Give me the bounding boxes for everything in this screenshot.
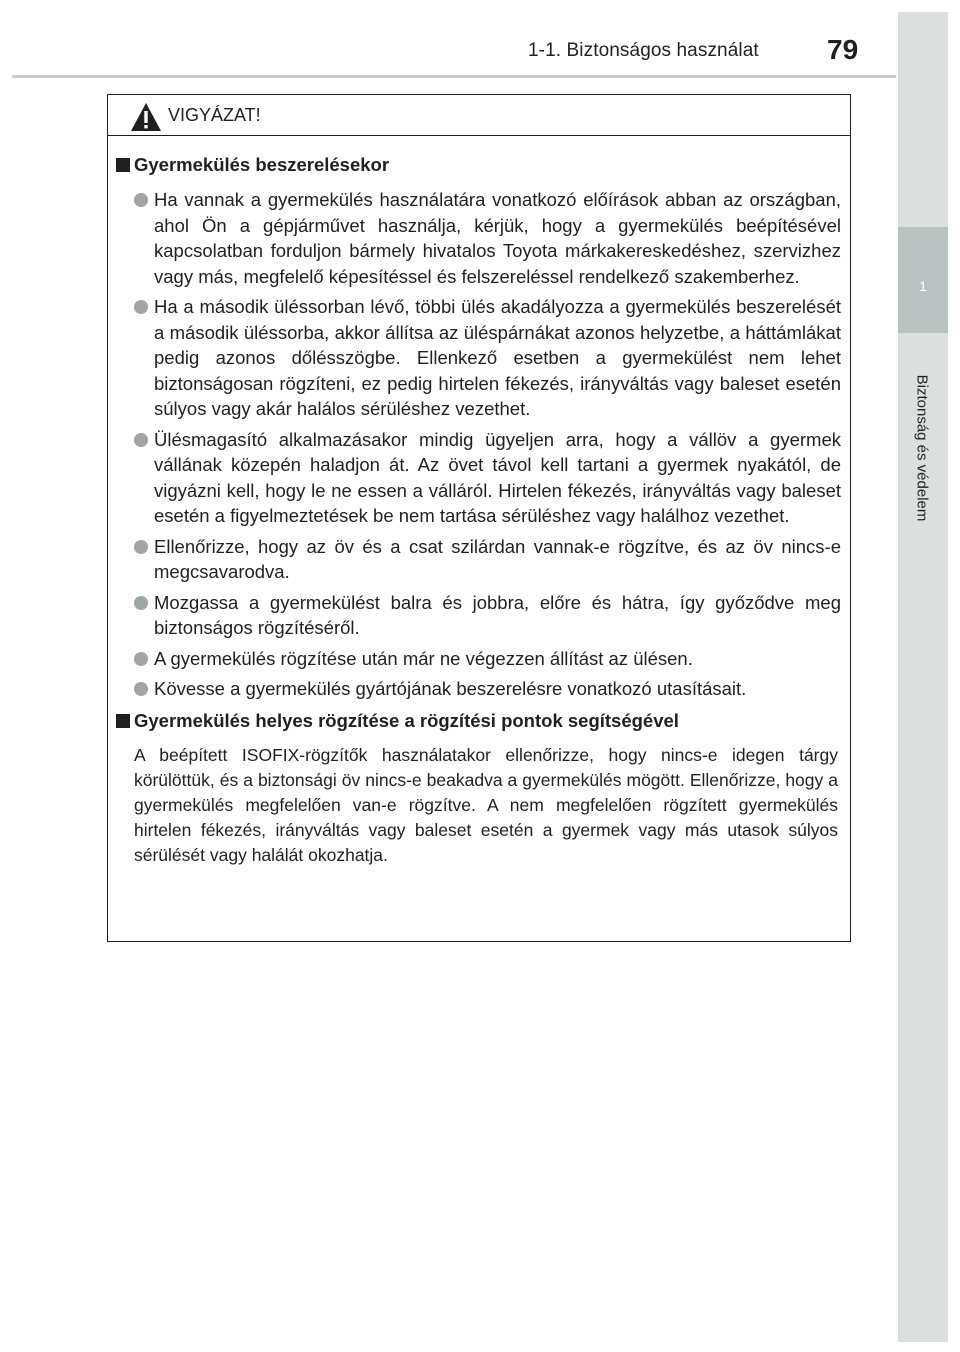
page-number: 79 [827,34,859,65]
list-item [108,646,850,672]
section-heading-text: Gyermekülés helyes rögzítése a rögzítési pontok segítségével [134,709,679,731]
square-bullet-icon [116,158,130,172]
list-item [108,534,850,585]
header-divider [12,75,896,78]
section-heading-text: Gyermekülés beszerelésekor [134,154,390,175]
list-item-text: Ülésmagasító alkalmazásakor mindig ügyeljen arra, hogy a vállöv a gyermek vállának közepén haladjon át. Az övet távol kell tartani a gyermek nyakától, de vigyázni kell, hogy le ne essen a válláról. Hirtelen fékezés, irányváltás vagy baleset esetén a figyelmeztetések be nem tartása sérüléshez vagy halálhoz vezethet. [154,428,841,526]
warning-header [108,95,850,136]
section-heading [108,151,842,179]
warning-box [107,94,851,942]
side-bar [898,12,948,1342]
list-item-text: Mozgassa a gyermekülést balra és jobbra, előre és hátra, így győződve meg biztonságos rögzítéséről. [154,591,841,638]
round-bullet-icon [134,652,148,666]
round-bullet-icon [134,540,148,554]
round-bullet-icon [134,433,148,447]
list-item [108,590,850,641]
list-item [108,294,850,422]
list-item-text: Kövesse a gyermekülés gyártójának beszerelésre vonatkozó utasításait. [154,678,747,699]
list-item [108,187,850,289]
list-item-text: Ha a második üléssorban lévő, többi ülés akadályozza a gyermekülés beszerelését a második üléssorba, akkor állítsa az üléspárnákat azonos helyzetbe, a háttámlákat pedig azonos dőlésszögbe. Ellenkező esetben a gyermekülést nem lehet biztonságosan rögzíteni, ez pedig hirtelen fékezés, irányváltás vagy baleset esetén súlyos vagy akár halálos sérüléshez vezethet. [154,296,841,419]
header-section-title: 1-1. Biztonságos használat [528,40,759,61]
round-bullet-icon [134,596,148,610]
warning-triangle-icon [130,102,162,132]
section-paragraph: A beépített ISOFIX-rögzítők használatakor ellenőrizze, hogy nincs-e idegen tárgy körülöttük, és a biztonsági öv nincs-e beakadva a gyermekülés mögött. Ellenőrizze, hogy a gyermekülés megfelelően van-e rögzítve. A nem megfelelően rögzített gyermekülés hirtelen fékezés, irányváltás vagy baleset esetén a gyermek vagy más utasok súlyos sérülését vagy halálát okozhatja. [134,744,838,865]
round-bullet-icon [134,193,148,207]
list-item-text: Ellenőrizze, hogy az öv és a csat szilárdan vannak-e rögzítve, és az öv nincs-e megcsavarodva. [154,535,841,582]
chapter-title: Biztonság és védelem [913,374,931,522]
chapter-number: 1 [919,278,927,294]
list-item-text: A gyermekülés rögzítése után már ne végezzen állítást az ülésen. [154,647,693,669]
square-bullet-icon [116,714,130,728]
list-item-text: Ha vannak a gyermekülés használatára vonatkozó előírások abban az országban, ahol Ön a gépjárművet használja, kérjük, hogy a gyermekülés beépítésével kapcsolatban forduljon bármely hivatalos Toyota márkakereskedéshez, szervizhez vagy más, megfelelő képesítéssel és felszereléssel rendelkező szakemberhez. [154,189,841,287]
round-bullet-icon [134,300,148,314]
round-bullet-icon [134,682,148,696]
section-heading [108,707,842,735]
list-item [108,427,850,529]
warning-label: VIGYÁZAT! [168,105,261,125]
warning-content [108,151,850,868]
list-item [108,676,850,702]
